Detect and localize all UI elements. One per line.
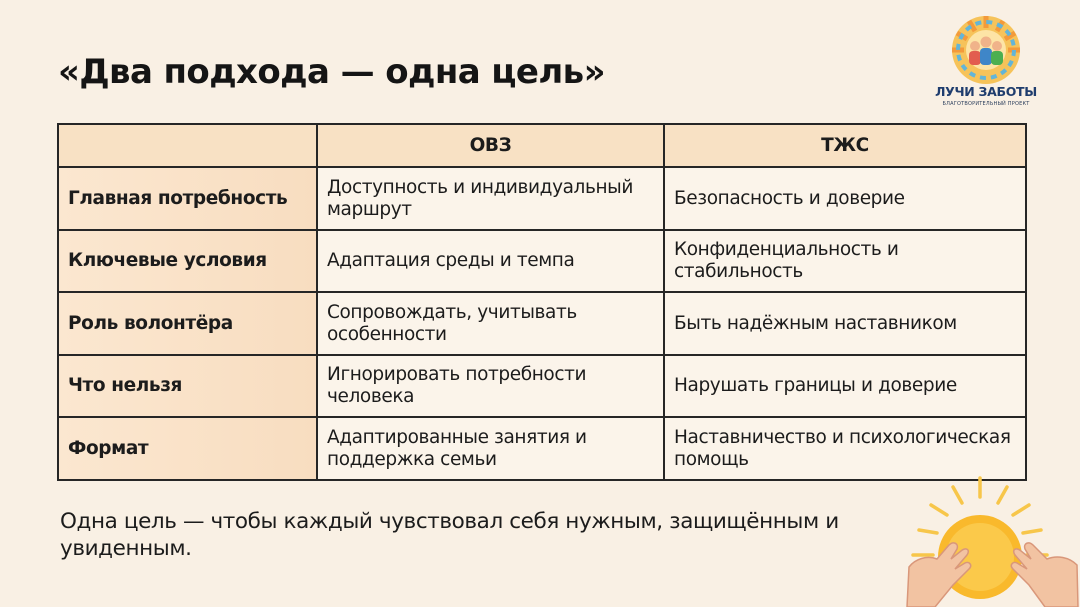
row-label: Главная потребность — [58, 167, 317, 230]
cell-tzhs: Нарушать границы и доверие — [664, 355, 1026, 418]
cell-ovz: Адаптация среды и темпа — [317, 230, 664, 293]
logo — [928, 14, 1044, 114]
row-label: Что нельзя — [58, 355, 317, 418]
logo-subtitle: БЛАГОТВОРИТЕЛЬНЫЙ ПРОЕКТ — [942, 101, 1030, 107]
table-row — [58, 167, 1026, 230]
table-row — [58, 230, 1026, 293]
cell-ovz: Доступность и индивидуальный маршрут — [317, 167, 664, 230]
header-ovz: ОВЗ — [317, 124, 664, 167]
header-tzhs: ТЖС — [664, 124, 1026, 167]
row-label: Ключевые условия — [58, 230, 317, 293]
cell-tzhs: Безопасность и доверие — [664, 167, 1026, 230]
cell-ovz: Сопровождать, учитывать особенности — [317, 292, 664, 355]
summary-text: Одна цель — чтобы каждый чувствовал себя нужным, защищённым и увиденным. — [60, 509, 839, 561]
header-corner-cell — [58, 124, 317, 167]
table-header-row — [58, 124, 1026, 167]
children-under-sun-icon — [928, 14, 1044, 84]
cell-ovz: Игнорировать потребности человека — [317, 355, 664, 418]
row-label: Роль волонтёра — [58, 292, 317, 355]
table-row — [58, 292, 1026, 355]
slide-title: «Два подхода — одна цель» — [58, 52, 605, 92]
logo-name: ЛУЧИ ЗАБОТЫ — [935, 84, 1037, 99]
cell-tzhs: Конфиденциальность и стабильность — [664, 230, 1026, 293]
hands-holding-sun-icon — [905, 475, 1080, 607]
cell-ovz: Адаптированные занятия и поддержка семьи — [317, 417, 664, 480]
comparison-table — [57, 123, 1027, 481]
table-row — [58, 417, 1026, 480]
cell-tzhs: Наставничество и психологическая помощь — [664, 417, 1026, 480]
row-label: Формат — [58, 417, 317, 480]
table-row — [58, 355, 1026, 418]
cell-tzhs: Быть надёжным наставником — [664, 292, 1026, 355]
